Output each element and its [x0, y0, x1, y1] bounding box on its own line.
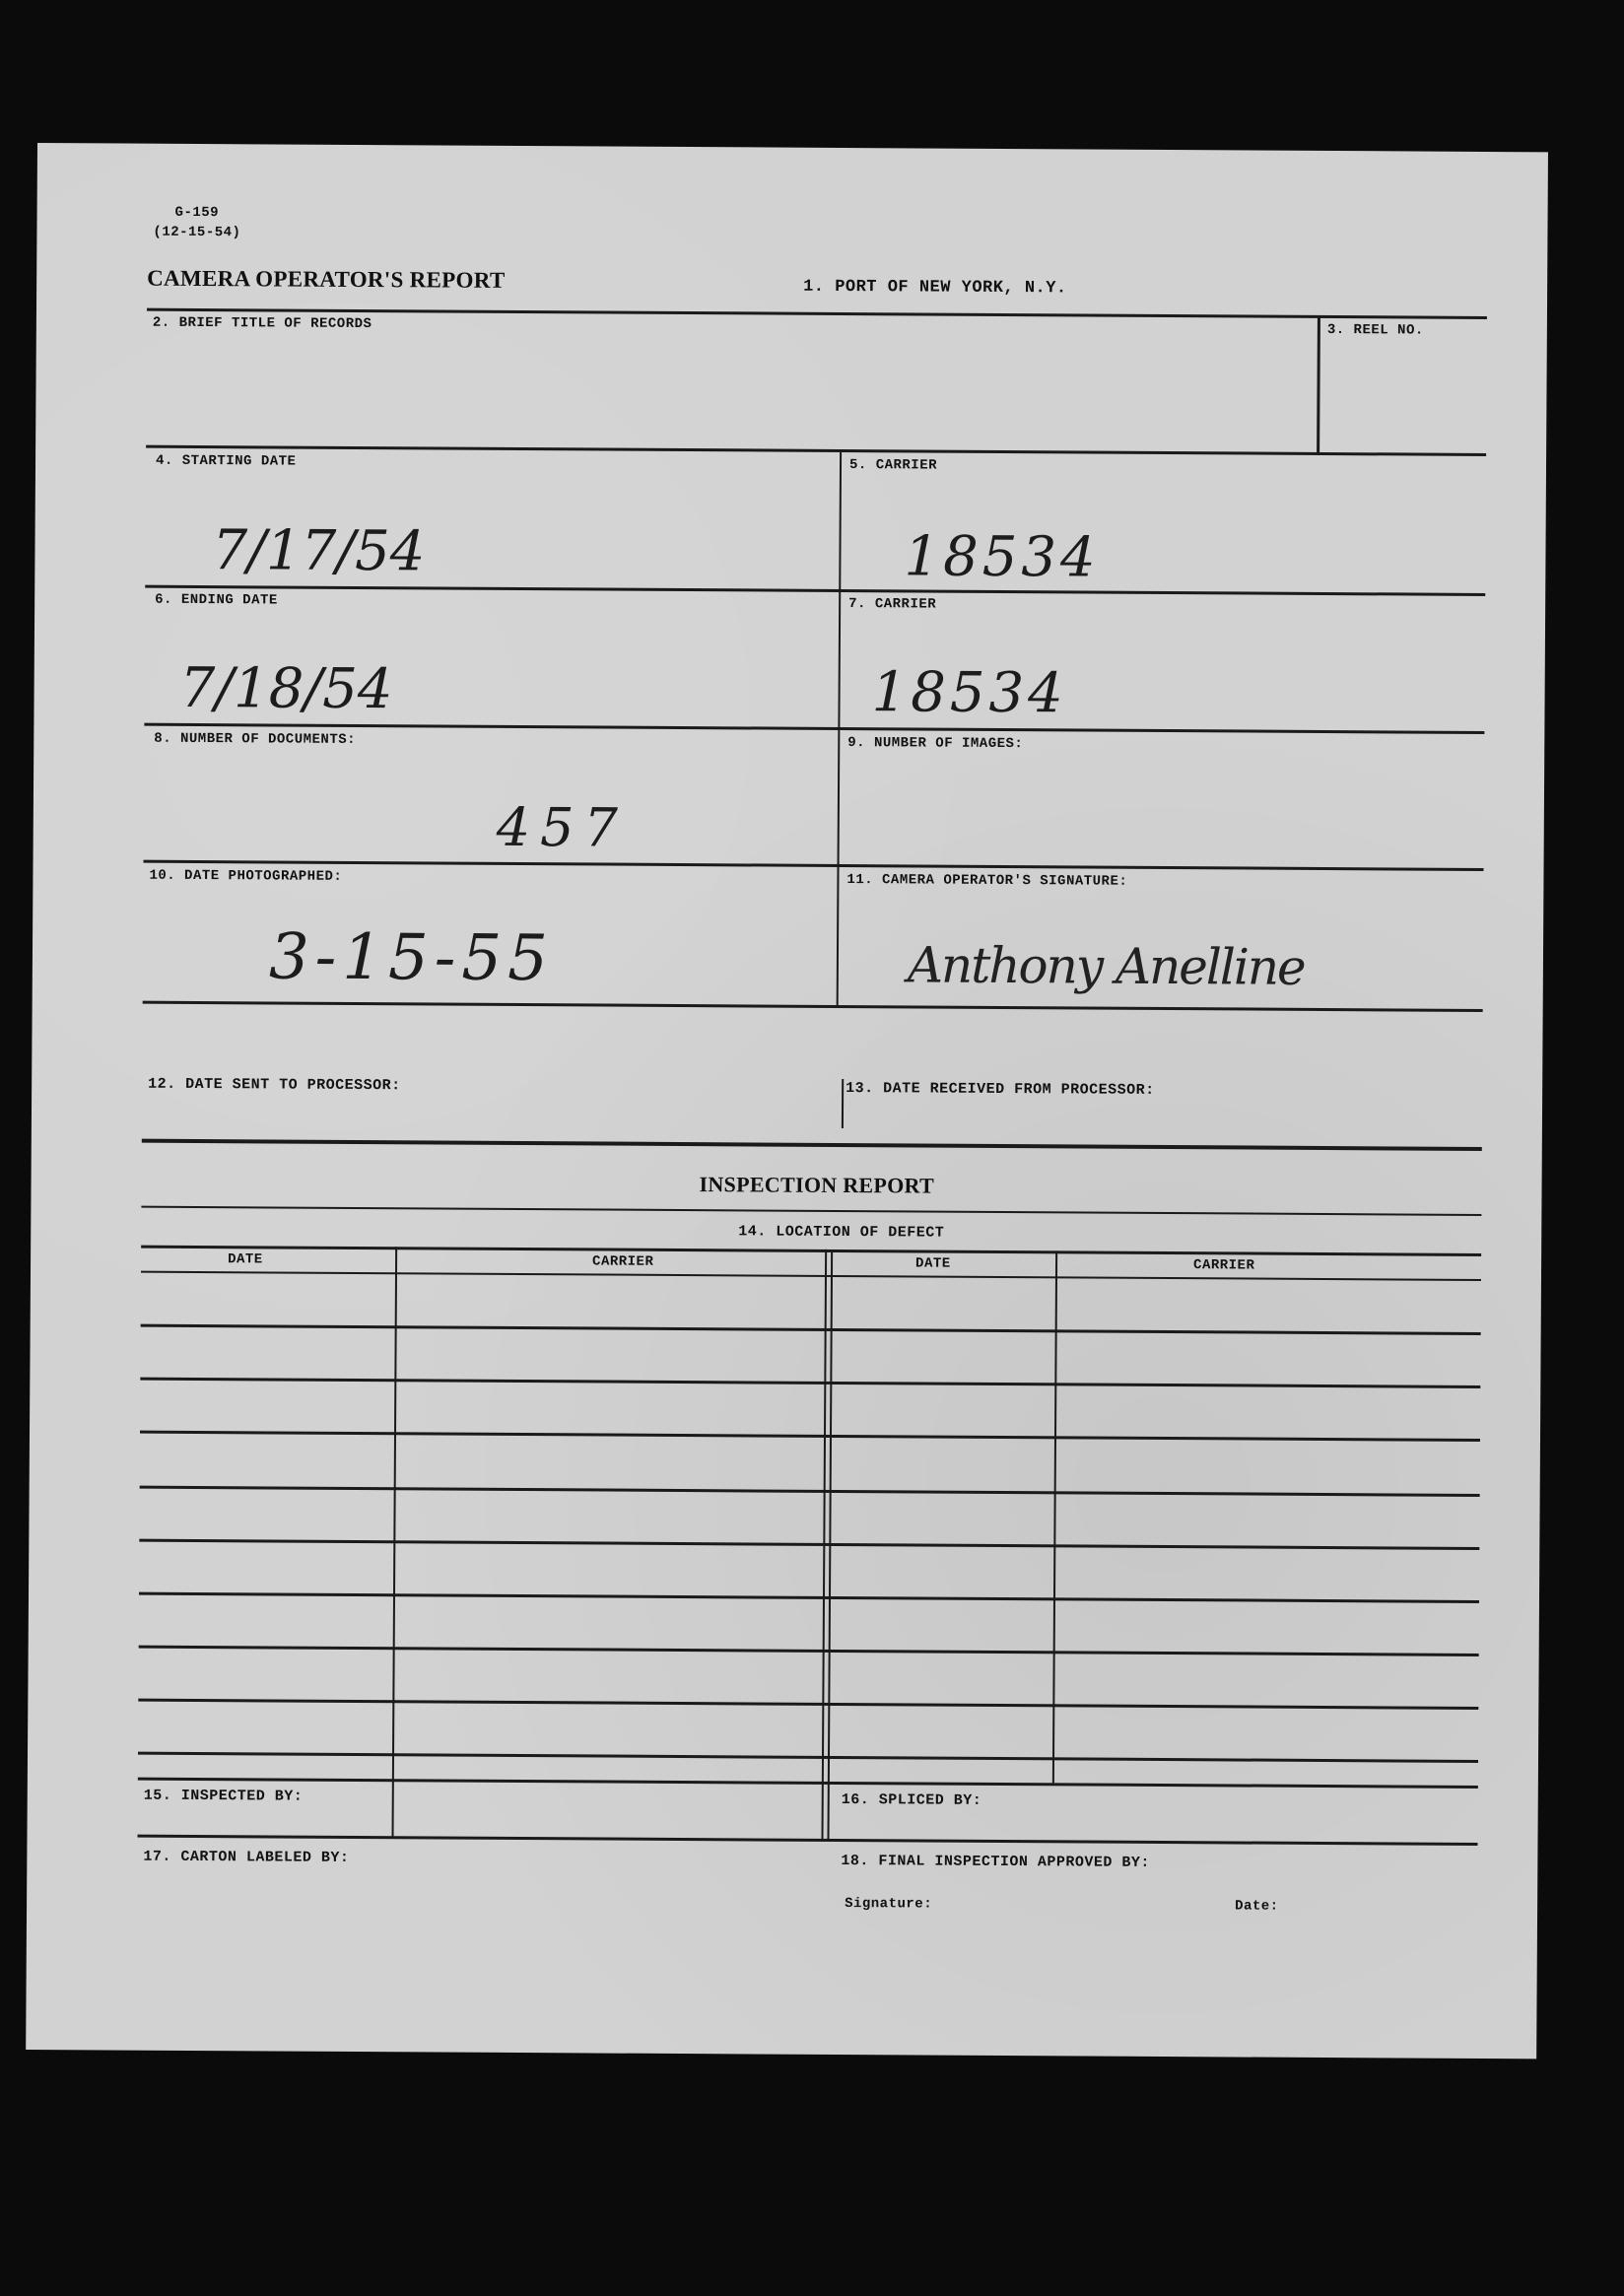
rule	[143, 1001, 1483, 1012]
field-7-value: 18534	[871, 660, 1067, 726]
rule	[141, 1206, 1481, 1216]
field-16-label: 16. SPLICED BY:	[841, 1791, 982, 1809]
field-11-label: 11. CAMERA OPERATOR'S SIGNATURE:	[846, 872, 1128, 890]
field-4-label: 4. STARTING DATE	[155, 452, 297, 470]
rule	[144, 860, 1484, 871]
field-9-label: 9. NUMBER OF IMAGES:	[847, 735, 1024, 753]
rule	[137, 1835, 1477, 1846]
field-13-label: 13. DATE RECEIVED FROM PROCESSOR:	[846, 1080, 1155, 1099]
field-18-label: 18. FINAL INSPECTION APPROVED BY:	[841, 1853, 1150, 1871]
inspection-heading: INSPECTION REPORT	[699, 1172, 935, 1198]
table-row	[140, 1486, 1480, 1497]
field-3-label: 3. REEL NO.	[1326, 321, 1424, 339]
operator-signature: Anthony Anelline	[907, 936, 1305, 996]
column-header-carrier: CARRIER	[592, 1253, 654, 1270]
column-header-carrier: CARRIER	[1193, 1257, 1255, 1274]
date-label: Date:	[1235, 1898, 1279, 1915]
field-15-label: 15. INSPECTED BY:	[143, 1787, 304, 1805]
rule	[1317, 315, 1320, 455]
field-6-label: 6. ENDING DATE	[155, 591, 278, 609]
form-number: G-159	[174, 204, 220, 222]
table-row	[138, 1752, 1478, 1763]
field-8-label: 8. NUMBER OF DOCUMENTS:	[154, 730, 357, 748]
rule	[141, 1246, 1481, 1256]
field-8-value: 457	[496, 795, 629, 859]
form-paper	[26, 143, 1548, 2059]
table-row	[139, 1592, 1479, 1603]
table-row	[140, 1378, 1480, 1388]
table-row	[141, 1271, 1481, 1281]
field-10-value: 3-15-55	[268, 920, 555, 996]
column-header-date: DATE	[228, 1251, 263, 1268]
field-6-value: 7/18/54	[179, 655, 393, 722]
field-12-label: 12. DATE SENT TO PROCESSOR:	[148, 1075, 401, 1095]
column-header-date: DATE	[915, 1255, 951, 1272]
field-5-value: 18534	[904, 524, 1100, 590]
table-row	[138, 1778, 1478, 1789]
field-10-label: 10. DATE PHOTOGRAPHED:	[149, 867, 343, 885]
port-label: 1. PORT OF NEW YORK, N.Y.	[803, 277, 1067, 299]
table-row	[138, 1699, 1478, 1710]
form-date: (12-15-54)	[153, 224, 241, 241]
table-row	[141, 1324, 1481, 1335]
rule	[146, 445, 1486, 456]
field-2-label: 2. BRIEF TITLE OF RECORDS	[152, 314, 372, 333]
form-title: CAMERA OPERATOR'S REPORT	[147, 265, 506, 293]
rule	[837, 864, 840, 1008]
field-17-label: 17. CARTON LABELED BY:	[143, 1848, 350, 1866]
defect-location-heading: 14. LOCATION OF DEFECT	[738, 1223, 945, 1242]
field-5-label: 5. CARRIER	[848, 457, 938, 474]
rule	[145, 585, 1485, 596]
table-row	[139, 1646, 1479, 1656]
field-7-label: 7. CARRIER	[848, 596, 937, 613]
table-row	[140, 1431, 1480, 1442]
signature-label: Signature:	[845, 1896, 933, 1913]
rule	[142, 1139, 1482, 1151]
rule	[837, 449, 842, 873]
field-4-value: 7/17/54	[212, 518, 426, 584]
rule	[842, 1079, 844, 1128]
table-row	[139, 1539, 1479, 1550]
